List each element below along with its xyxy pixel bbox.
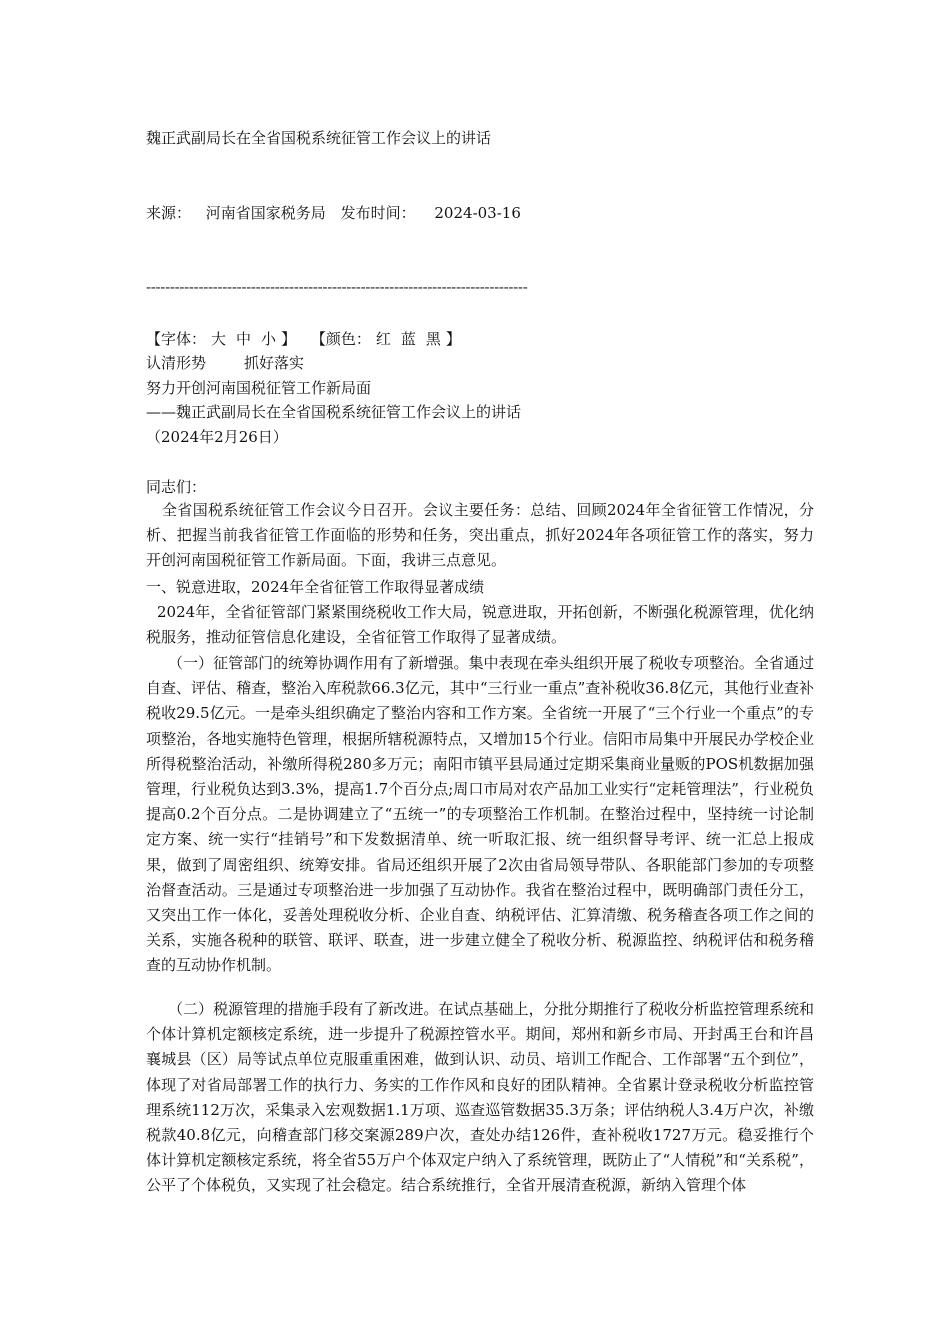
- color-close: 】: [445, 330, 461, 348]
- speech-heading: [146, 351, 304, 375]
- source-line: [146, 201, 531, 225]
- date-value: 2024-03-16: [434, 204, 521, 222]
- font-close: 】: [281, 330, 297, 348]
- font-label: 【字体：: [146, 330, 207, 348]
- paragraph-item-2: （二）税源管理的措施手段有了新改进。在试点基础上，分批分期推行了税收分析监控管理系统和个体计算机定额核定系统，进一步提升了税源控管水平。期间，郑州和新乡市局、开封禹王台和许昌襄城县（区）局等试点单位克服重重困难，做到认识、动员、培训工作配合、工作部署“五个到位”，体现了对省局部署工作的执行力、务实的工作作风和良好的团队精神。全省累计登录税收分析监控管理系统112万次，采集录入宏观数据1.1万项、巡查巡管数据35.3万条；评估纳税人3.4万户次，补缴税款40.8亿元，向稽查部门移交案源289户次，查处办结126件，查补税收1727万元。稳妥推行个体计算机定额核定系统，将全省55万户个体双定户纳入了系统管理，既防止了“人情税”和“关系税”，公平了个体税负，又实现了社会稳定。结合系统推行，全省开展清查税源，新纳入管理个体: [146, 1000, 814, 1195]
- speech-heading-part-a: 认清形势: [146, 354, 207, 372]
- paragraph-intro: 全省国税系统征管工作会议今日召开。会议主要任务：总结、回顾2024年全省征管工作情况，分析、把握当前我省征管工作面临的形势和任务，突出重点，抓好2024年各项征管工作的落实，努力开创河南国税征管工作新局面。下面，我讲三点意见。: [146, 501, 814, 570]
- speech-date: （2024年2月26日）: [146, 428, 288, 446]
- font-small-link[interactable]: 小: [261, 330, 277, 348]
- color-black-link[interactable]: 黑: [425, 330, 441, 348]
- source-value: 河南省国家税务局: [205, 204, 326, 222]
- source-label: 来源：: [146, 204, 192, 222]
- color-label: 【颜色：: [310, 330, 371, 348]
- display-controls: [146, 327, 461, 351]
- speech-byline: ——魏正武副局长在全省国税系统征管工作会议上的讲话: [146, 403, 522, 421]
- color-blue-link[interactable]: 蓝: [400, 330, 416, 348]
- section-heading-1: 一、锐意进取，2024年全省征管工作取得显著成绩: [146, 578, 485, 596]
- paragraph-item-1: （一）征管部门的统筹协调作用有了新增强。集中表现在牵头组织开展了税收专项整治。全省通过自查、评估、稽查，整治入库税款66.3亿元，其中“三行业一重点”查补税收36.8亿元，其他行业查补税收29.5亿元。一是牵头组织确定了整治内容和工作方案。全省统一开展了“三个行业一个重点”的专项整治，各地实施特色管理，根据所辖税源特点，又增加15个行业。信阳市局集中开展民办学校企业所得税整治活动，补缴所得税280多万元；南阳市镇平县局通过定期采集商业量贩的POS机数据加强管理，行业税负达到3.3%，提高1.7个百分点;周口市局对农产品加工业实行“定耗管理法”，行业税负提高0.2个百分点。二是协调建立了“五统一”的专项整治工作机制。在整治过程中，坚持统一讨论制定方案、统一实行“挂销号”和下发数据清单、统一听取汇报、统一组织督导考评、统一汇总上报成果，做到了周密组织、统筹安排。省局还组织开展了2次由省局领导带队、各职能部门参加的专项整治督查活动。三是通过专项整治进一步加强了互动协作。我省在整治过程中，既明确部门责任分工，又突出工作一体化，妥善处理税收分析、企业自查、纳税评估、汇算清缴、税务稽查各项工作之间的关系，实施各税种的联管、联评、联查，进一步建立健全了税收分析、税源监控、纳税评估和税务稽查的互动协作机制。: [146, 654, 814, 975]
- font-medium-link[interactable]: 中: [236, 330, 252, 348]
- date-label: 发布时间：: [340, 204, 416, 222]
- color-red-link[interactable]: 红: [375, 330, 391, 348]
- divider-line: --------------------------------------------------------------------------------: [146, 278, 528, 296]
- speech-subheading: 努力开创河南国税征管工作新局面: [146, 379, 372, 397]
- document-title: 魏正武副局长在全省国税系统征管工作会议上的讲话: [146, 129, 492, 147]
- greeting: 同志们：: [146, 478, 207, 496]
- speech-heading-part-b: 抓好落实: [244, 354, 305, 372]
- paragraph-summary: 2024年，全省征管部门紧紧围绕税收工作大局，锐意进取，开拓创新，不断强化税源管理，优化纳税服务，推动征管信息化建设，全省征管工作取得了显著成绩。: [146, 603, 814, 647]
- font-large-link[interactable]: 大: [211, 330, 227, 348]
